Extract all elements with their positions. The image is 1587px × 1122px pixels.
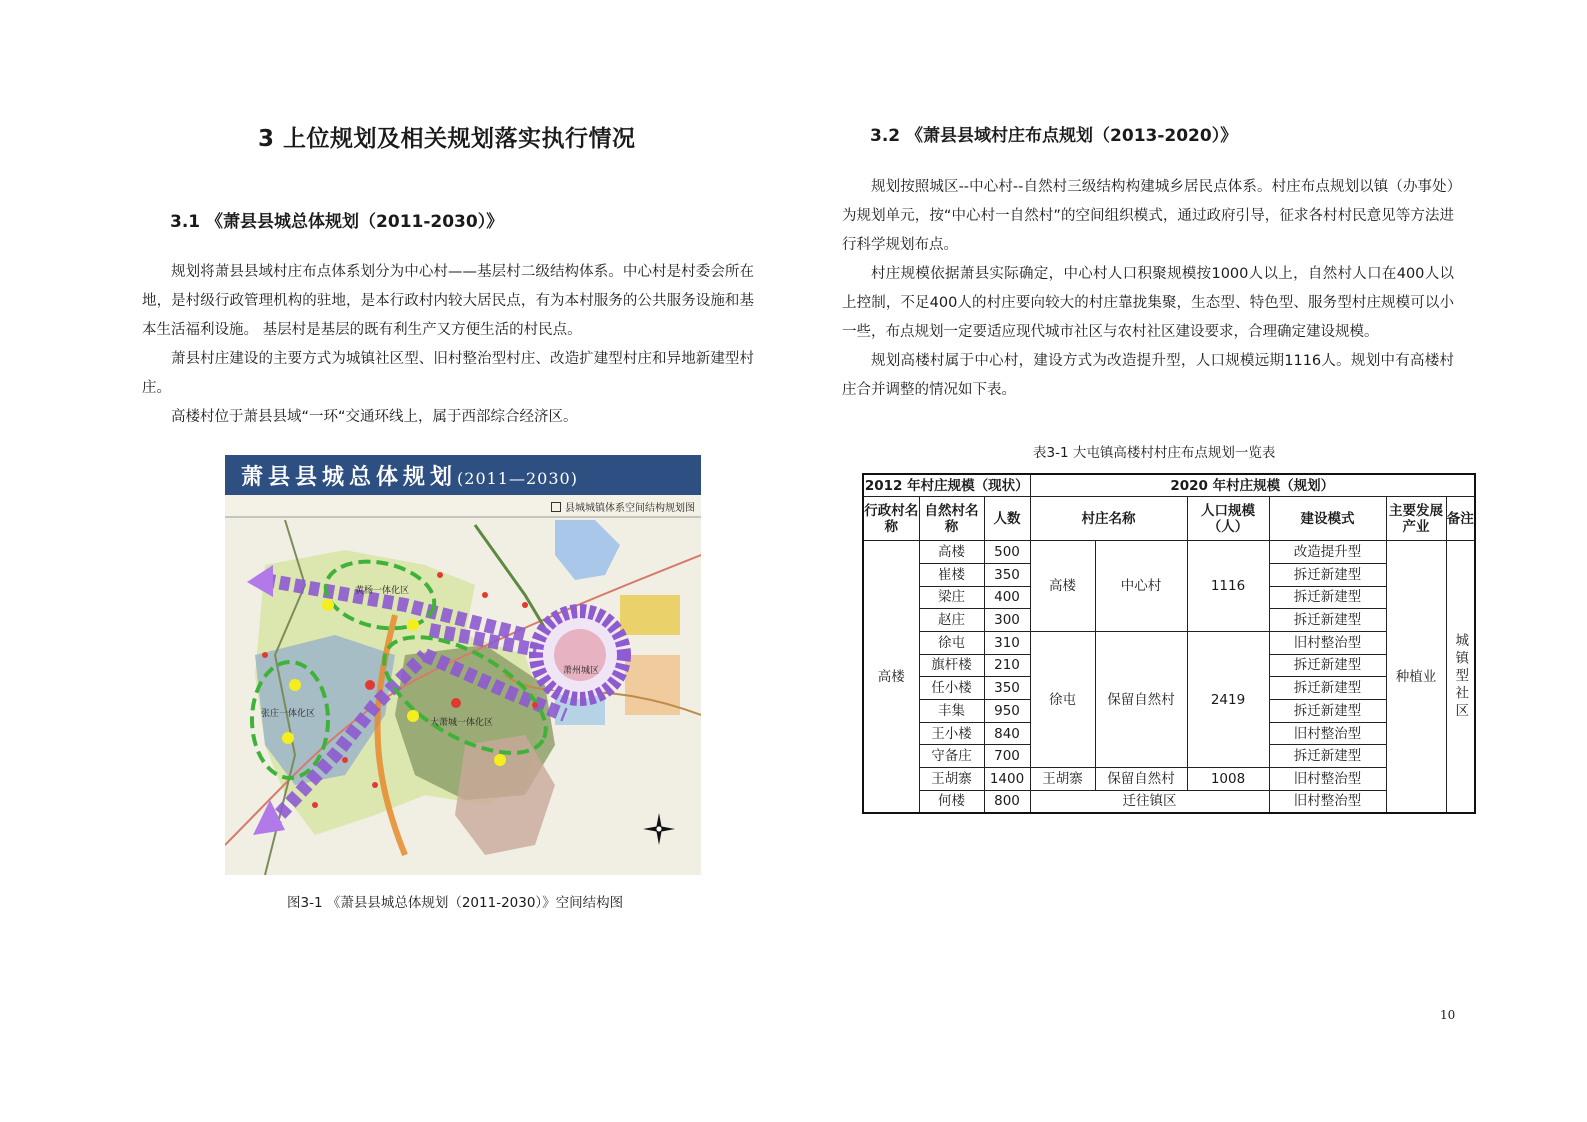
cell-village: 王胡寨 — [919, 768, 984, 791]
cell-count: 300 — [984, 609, 1030, 632]
cell-village: 崔楼 — [919, 563, 984, 586]
cell-village: 梁庄 — [919, 586, 984, 609]
cell-count: 800 — [984, 790, 1030, 813]
cell-group-name: 高楼 — [1030, 541, 1095, 632]
paragraph: 村庄规模依据萧县实际确定，中心村人口积聚规模按1000人以上，自然村人口在400人以上控制，不足400人的村庄要向较大的村庄靠拢集聚，生态型、特色型、服务型村庄规模可以小一些，布点规划一定要适应现代城市社区与农村社区建设要求，合理确定建设规模。 — [842, 266, 1454, 340]
table-header-row — [863, 497, 1475, 541]
table-row — [863, 541, 1475, 564]
planning-map-figure — [225, 455, 701, 875]
cell-group-type: 中心村 — [1095, 541, 1187, 632]
table-row — [863, 768, 1475, 791]
paragraph: 高楼村位于萧县县域“一环“交通环线上，属于西部综合经济区。 — [171, 409, 578, 425]
cell-admin-village: 高楼 — [863, 541, 919, 813]
section-title-3-2: 3.2 《萧县县域村庄布点规划（2013-2020）》 — [870, 126, 1238, 146]
cell-count: 700 — [984, 745, 1030, 768]
zone-label: 大萧城一体化区 — [430, 718, 494, 728]
table-row — [863, 790, 1475, 813]
cell-count: 350 — [984, 677, 1030, 700]
map-graphic — [225, 455, 701, 875]
cell-mode: 拆迁新建型 — [1269, 586, 1386, 609]
compass-rose-icon — [641, 811, 677, 847]
figure-caption: 图3-1 《萧县县城总体规划（2011-2030）》空间结构图 — [287, 895, 624, 911]
paragraph: 萧县村庄建设的主要方式为城镇社区型、旧村整治型村庄、改造扩建型村庄和异地新建型村庄。 — [142, 351, 754, 396]
cell-count: 1400 — [984, 768, 1030, 791]
cell-mode: 拆迁新建型 — [1269, 563, 1386, 586]
cell-village: 旗杆楼 — [919, 654, 984, 677]
paragraph: 规划将萧县县域村庄布点体系划分为中心村——基层村二级结构体系。中心村是村委会所在地，是村级行政管理机构的驻地，是本行政村内较大居民点，有为本村服务的公共服务设施和基本生活福利设施。 基层村是基层的既有利生产又方便生活的村民点。 — [142, 264, 754, 338]
col-admin-village: 行政村名称 — [863, 497, 919, 541]
cell-village: 赵庄 — [919, 609, 984, 632]
cell-count: 310 — [984, 631, 1030, 654]
col-planned-population: 人口规模（人） — [1187, 497, 1269, 541]
cell-group-type: 保留自然村 — [1095, 631, 1187, 767]
table-header-row — [863, 474, 1475, 497]
cell-village: 徐屯 — [919, 631, 984, 654]
col-main-industry: 主要发展产业 — [1386, 497, 1446, 541]
cell-mode: 拆迁新建型 — [1269, 677, 1386, 700]
cell-group-name: 迁往镇区 — [1030, 790, 1269, 813]
right-body-text — [842, 173, 1454, 405]
cell-mode: 拆迁新建型 — [1269, 654, 1386, 677]
cell-village: 丰集 — [919, 700, 984, 723]
chapter-title: 3 上位规划及相关规划落实执行情况 — [258, 126, 636, 152]
cell-mode: 拆迁新建型 — [1269, 745, 1386, 768]
cell-mode: 改造提升型 — [1269, 541, 1386, 564]
map-title: 萧县县城总体规划(2011—2030) — [241, 464, 578, 490]
cell-mode: 拆迁新建型 — [1269, 609, 1386, 632]
section-title-3-1: 3.1 《萧县县城总体规划（2011-2030）》 — [170, 212, 504, 232]
page-number: 10 — [1440, 1008, 1456, 1022]
col-village-name: 村庄名称 — [1030, 497, 1187, 541]
zone-label: 黄杨一体化区 — [355, 586, 410, 596]
left-body-text — [142, 258, 754, 432]
cell-village: 守备庄 — [919, 745, 984, 768]
cell-group-name: 徐屯 — [1030, 631, 1095, 767]
map-subtitle: 县城城镇体系空间结构规划图 — [551, 499, 695, 514]
cell-remark: 城镇型社区 — [1446, 541, 1475, 813]
cell-count: 400 — [984, 586, 1030, 609]
cell-group-population: 2419 — [1187, 631, 1269, 767]
cell-main-industry: 种植业 — [1386, 541, 1446, 813]
paragraph: 规划按照城区--中心村--自然村三级结构构建城乡居民点体系。村庄布点规划以镇（办事处）为规划单元，按“中心村一自然村”的空间组织模式，通过政府引导，征求各村村民意见等方法进行科学规划布点。 — [842, 179, 1454, 253]
cell-mode: 旧村整治型 — [1269, 631, 1386, 654]
cell-count: 350 — [984, 563, 1030, 586]
cell-count: 950 — [984, 700, 1030, 723]
cell-count: 500 — [984, 541, 1030, 564]
cell-group-population: 1116 — [1187, 541, 1269, 632]
col-natural-village: 自然村名称 — [919, 497, 984, 541]
col-remark: 备注 — [1446, 497, 1475, 541]
header-2020: 2020 年村庄规模（规划） — [1030, 474, 1475, 497]
cell-mode: 旧村整治型 — [1269, 768, 1386, 791]
table-row — [863, 631, 1475, 654]
paragraph: 规划高楼村属于中心村，建设方式为改造提升型，人口规模远期1116人。规划中有高楼村庄合并调整的情况如下表。 — [842, 353, 1454, 398]
cell-village: 王小楼 — [919, 722, 984, 745]
col-population: 人数 — [984, 497, 1030, 541]
col-construction-mode: 建设模式 — [1269, 497, 1386, 541]
cell-village: 何楼 — [919, 790, 984, 813]
header-2012: 2012 年村庄规模（现状） — [863, 474, 1030, 497]
cell-mode: 拆迁新建型 — [1269, 700, 1386, 723]
map-header — [225, 455, 701, 495]
village-planning-table — [862, 473, 1476, 814]
cell-group-name: 王胡寨 — [1030, 768, 1095, 791]
cell-village: 高楼 — [919, 541, 984, 564]
zone-label: 萧州城区 — [563, 666, 600, 676]
cell-group-type: 保留自然村 — [1095, 768, 1187, 791]
cell-count: 840 — [984, 722, 1030, 745]
cell-group-population: 1008 — [1187, 768, 1269, 791]
cell-mode: 旧村整治型 — [1269, 722, 1386, 745]
cell-count: 210 — [984, 654, 1030, 677]
cell-mode: 旧村整治型 — [1269, 790, 1386, 813]
zone-label: 张庄一体化区 — [261, 709, 316, 719]
cell-village: 任小楼 — [919, 677, 984, 700]
table-caption: 表3-1 大屯镇高楼村村庄布点规划一览表 — [1033, 445, 1276, 461]
